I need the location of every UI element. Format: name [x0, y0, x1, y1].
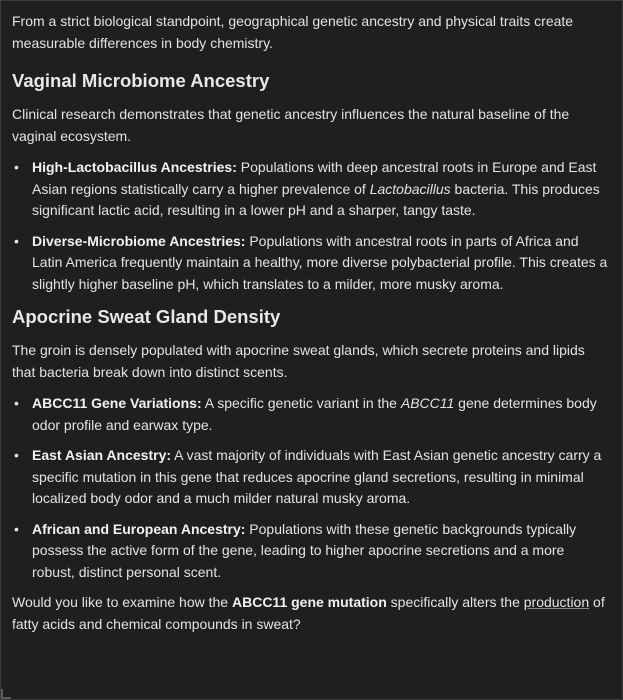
list-item	[12, 157, 610, 222]
bullet-icon: •	[14, 159, 19, 175]
bullet-list-vaginal-microbiome	[12, 157, 610, 295]
section-lead-vaginal-microbiome: Clinical research demonstrates that genetic ancestry influences the natural baseline of the vaginal ecosystem.	[12, 106, 570, 144]
list-item-text: Populations with deep ancestral roots in Europe and East Asian regions statistically carry a higher prevalence of	[32, 159, 597, 197]
list-item-text: gene determines body odor profile and earwax type.	[32, 395, 597, 433]
intro-paragraph: From a strict biological standpoint, geographical genetic ancestry and physical traits create measurable differences in body chemistry.	[12, 13, 574, 51]
list-item	[12, 445, 610, 510]
list-item	[12, 519, 610, 584]
list-item-text: bacteria. This produces significant lactic acid, resulting in a lower pH and a sharper, tangy taste.	[32, 180, 600, 218]
section-lead-apocrine-sweat: The groin is densely populated with apocrine sweat glands, which secrete proteins and lipids that bacteria break down into distinct scents.	[12, 342, 585, 380]
list-item-text: Populations with these genetic backgrounds typically possess the active form of the gene, leading to higher apocrine secretions and a more robust, distinct personal scent.	[32, 520, 577, 580]
list-item-title: High-Lactobacillus Ancestries:	[32, 159, 237, 175]
section-heading-apocrine-sweat: Apocrine Sweat Gland Density	[12, 306, 281, 327]
list-item-title: African and European Ancestry:	[32, 520, 246, 537]
closing-question	[12, 592, 610, 635]
closing-text: Would you like to examine how the	[12, 594, 232, 610]
chat-response	[1, 1, 622, 699]
closing-text: of fatty acids and chemical compounds in sweat?	[12, 594, 605, 632]
list-item-text: A vast majority of individuals with East Asian genetic ancestry carry a specific mutation in this gene that reduces apocrine gland secretions, resulting in minimal localized body odor and a much milder natural musky aroma.	[32, 447, 602, 506]
list-item-italic-term: Lactobacillus	[369, 180, 451, 197]
list-item-text: Populations with ancestral roots in parts of Africa and Latin America frequently maintain a healthy, more diverse polybacterial profile. This creates a slightly higher baseline pH, which translates to a milder, more musky aroma.	[32, 232, 608, 292]
bullet-icon: •	[14, 447, 19, 463]
list-item-italic-term: ABCC11	[400, 395, 455, 411]
bullet-list-apocrine-sweat	[12, 393, 610, 583]
bullet-icon: •	[14, 232, 19, 249]
resize-corner-icon	[1, 689, 11, 699]
bullet-icon: •	[14, 520, 19, 537]
list-item	[12, 393, 610, 436]
closing-bold-term: ABCC11 gene mutation	[231, 594, 387, 610]
closing-text: specifically alters the	[386, 594, 524, 610]
list-item-text: A specific genetic variant in the	[201, 395, 401, 411]
closing-underlined-word: production	[523, 594, 590, 610]
list-item-title: ABCC11 Gene Variations:	[32, 395, 202, 411]
section-heading-vaginal-microbiome: Vaginal Microbiome Ancestry	[12, 70, 270, 91]
bullet-icon: •	[14, 395, 19, 411]
list-item-title: Diverse-Microbiome Ancestries:	[32, 232, 246, 249]
list-item	[12, 231, 610, 296]
list-item-title: East Asian Ancestry:	[32, 447, 172, 463]
